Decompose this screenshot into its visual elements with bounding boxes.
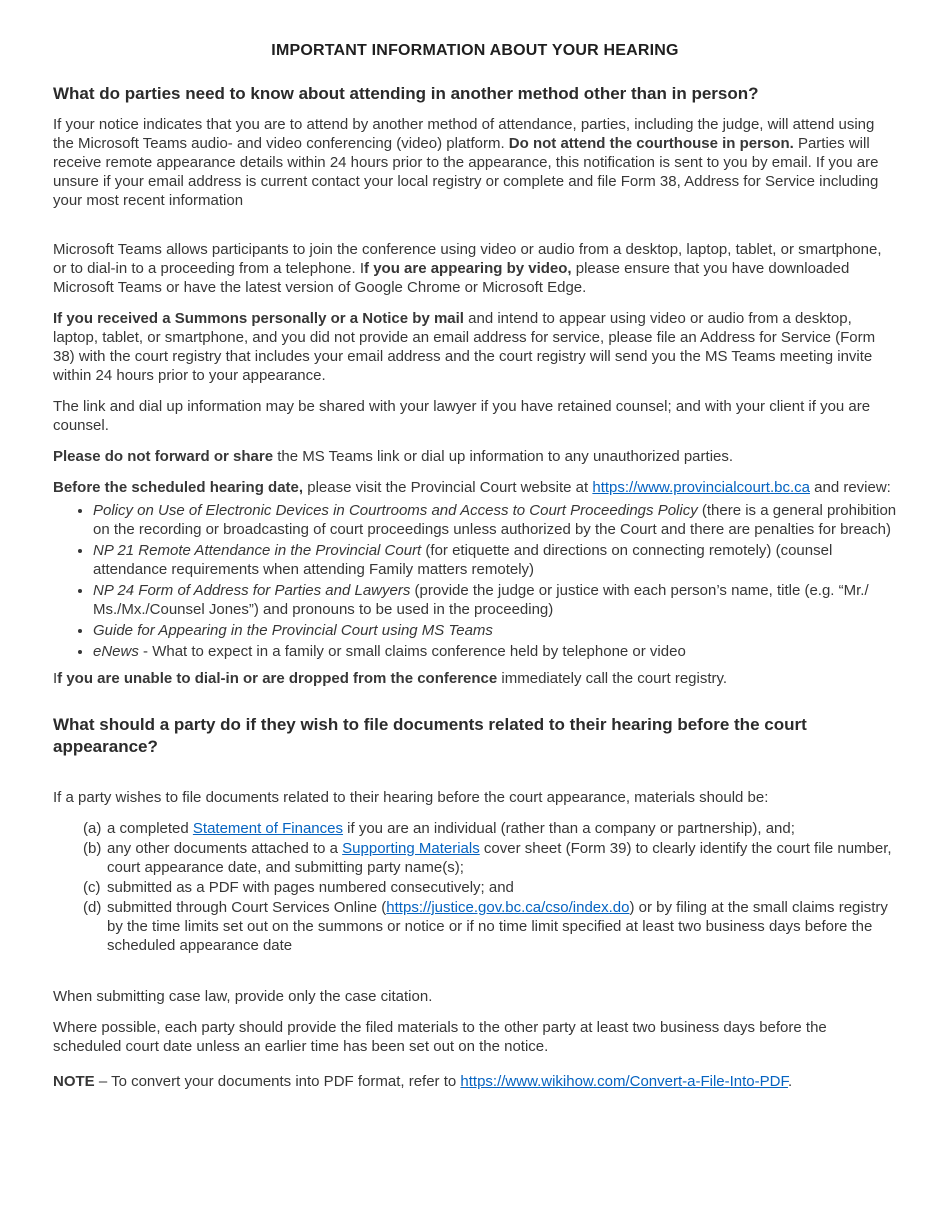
bullet-item-np24 xyxy=(93,581,897,619)
paragraph-do-not-forward xyxy=(53,447,897,466)
item-content-d xyxy=(107,898,897,955)
text-run: if you are an individual (rather than a company or partnership), and; xyxy=(342,820,795,837)
text-run: If a party wishes to file documents related to their hearing before the court appearance, materials should be: xyxy=(53,789,769,806)
text-run: I xyxy=(53,670,58,687)
text-run: When submitting case law, provide only the case citation. xyxy=(53,988,433,1005)
text-run: and intend to appear using video or audio from a desktop, laptop, tablet, or smartphone, and you did not provide an email address for service, please file an Address for Service (Form 38) with the court registry that includes your email address and the court registry will send you the MS Teams meeting invite within 24 hours prior to your appearance. xyxy=(53,310,876,384)
text-run: Guide for Appearing in the Provincial Court using MS Teams xyxy=(93,622,493,639)
paragraph-filing-intro xyxy=(53,788,897,807)
paragraph-summons-notice xyxy=(53,309,897,385)
text-run: immediately call the court registry. xyxy=(497,670,728,687)
text-run: Please do not forward or share xyxy=(53,448,274,465)
section1-heading: What do parties need to know about attending in another method other than in person? xyxy=(53,84,759,103)
text-run: eNews xyxy=(93,643,139,660)
text-run: Policy on Use of Electronic Devices in Courtrooms and Access to Court Proceedings Policy xyxy=(93,502,698,519)
hyperlink[interactable]: Supporting Materials xyxy=(342,840,480,857)
text-run: cover sheet (Form 39) to clearly identify the court file number, court appearance date, and submitting party name(s); xyxy=(107,840,892,876)
text-run: NP 24 Form of Address for Parties and Lawyers xyxy=(93,582,411,599)
item-label-d: (d) xyxy=(83,899,102,916)
bullet-item-ms-teams-guide xyxy=(93,621,897,640)
paragraph-pdf-note xyxy=(53,1072,897,1091)
text-run: Microsoft Teams allows participants to join the conference using video or audio from a desktop, laptop, tablet, or smartphone, or to dial-in to a proceeding from a telephone. I xyxy=(53,241,882,277)
filing-requirements-list xyxy=(83,819,897,955)
text-run: (provide the judge or justice with each person’s name, title (e.g. “Mr./ Ms./Mx./Counsel Jones”) and pronouns to be used in the proceeding) xyxy=(93,582,869,618)
lettered-item-c xyxy=(83,878,897,897)
hyperlink[interactable]: https://www.wikihow.com/Convert-a-File-Into-PDF xyxy=(460,1073,788,1090)
text-run: submitted through Court Services Online ( xyxy=(107,899,387,916)
item-content-b xyxy=(107,839,897,877)
text-run: Before the scheduled hearing date, xyxy=(53,479,304,496)
text-run: I xyxy=(271,42,276,59)
item-content-a xyxy=(107,819,897,838)
paragraph-link-sharing xyxy=(53,397,897,435)
text-run: . xyxy=(787,1073,793,1090)
text-run: NP 21 Remote Attendance in the Provincial Court xyxy=(93,542,422,559)
text-run: NOTE xyxy=(53,1073,95,1090)
paragraph-before-hearing xyxy=(53,478,897,497)
paragraph-attendance-method xyxy=(53,115,897,210)
text-run: The link and dial up information may be shared with your lawyer if you have retained counsel; and with your client if you are counsel. xyxy=(53,398,871,434)
hyperlink[interactable]: https://www.provincialcourt.bc.ca xyxy=(592,479,810,496)
text-run: - What to expect in a family or small claims conference held by telephone or video xyxy=(138,643,686,660)
text-run: please visit the Provincial Court website at xyxy=(303,479,593,496)
item-label-c: (c) xyxy=(83,879,101,896)
text-run: ) or by filing at the small claims registry by the time limits set out on the summons or notice or if no time limit specified at least two business days before the scheduled appearance date xyxy=(107,899,888,954)
item-content-c xyxy=(107,878,897,897)
text-run: submitted as a PDF with pages numbered consecutively; and xyxy=(107,879,514,896)
text-run: (for etiquette and directions on connecting remotely) (counsel attendance requirements when attending Family matters remotely) xyxy=(93,542,833,578)
text-run: Parties will receive remote appearance details within 24 hours prior to the appearance, this notification is sent to you by email. If you are unsure if your email address is current contact your local registry or complete and file Form 38, Address for Service including your most recent information xyxy=(53,135,879,209)
lettered-item-b xyxy=(83,839,897,877)
item-label-b: (b) xyxy=(83,840,102,857)
bullet-item-enews xyxy=(93,642,897,661)
bullet-item-np21 xyxy=(93,541,897,579)
text-run: Do not attend the courthouse in person. xyxy=(508,135,794,152)
text-run: the MS Teams link or dial up information to any unauthorized parties. xyxy=(273,448,734,465)
section2-heading: What should a party do if they wish to file documents related to their hearing before the court appearance? xyxy=(53,715,807,756)
hyperlink[interactable]: Statement of Finances xyxy=(192,820,343,837)
text-run: Where possible, each party should provide the filed materials to the other party at least two business days before the scheduled court date unless an earlier time has been set out on the notice. xyxy=(53,1019,827,1055)
paragraph-case-law xyxy=(53,987,897,1006)
text-run: any other documents attached to a xyxy=(107,840,343,857)
text-run: f you are appearing by video, xyxy=(364,260,572,277)
paragraph-provide-materials xyxy=(53,1018,897,1056)
paragraph-dropped-conference xyxy=(53,669,897,688)
item-label-a: (a) xyxy=(83,820,102,837)
text-run: If you received a Summons personally or a Notice by mail xyxy=(53,310,464,327)
text-run: – To convert your documents into PDF format, refer to xyxy=(94,1073,461,1090)
lettered-item-a xyxy=(83,819,897,838)
text-run: f you are unable to dial-in or are dropped from the conference xyxy=(57,670,498,687)
text-run: If your notice indicates that you are to attend by another method of attendance, parties, including the judge, will attend using the Microsoft Teams audio- and video conferencing (video) platform. xyxy=(53,116,875,152)
text-run: (there is a general prohibition on the recording or broadcasting of court proceedings unless authorized by the Court and there are penalties for breach) xyxy=(93,502,897,538)
paragraph-teams-platform xyxy=(53,240,897,297)
text-run: a completed xyxy=(107,820,193,837)
lettered-item-d xyxy=(83,898,897,955)
text-run: MPORTANT INFORMATION ABOUT YOUR HEARING xyxy=(275,42,679,59)
text-run: and review: xyxy=(809,479,891,496)
text-run: please ensure that you have downloaded Microsoft Teams or have the latest version of Google Chrome or Microsoft Edge. xyxy=(53,260,850,296)
hyperlink[interactable]: https://justice.gov.bc.ca/cso/index.do xyxy=(386,899,630,916)
bullet-item-electronic-devices-policy xyxy=(93,501,897,539)
review-bullet-list xyxy=(53,501,897,661)
document-title xyxy=(53,40,897,61)
